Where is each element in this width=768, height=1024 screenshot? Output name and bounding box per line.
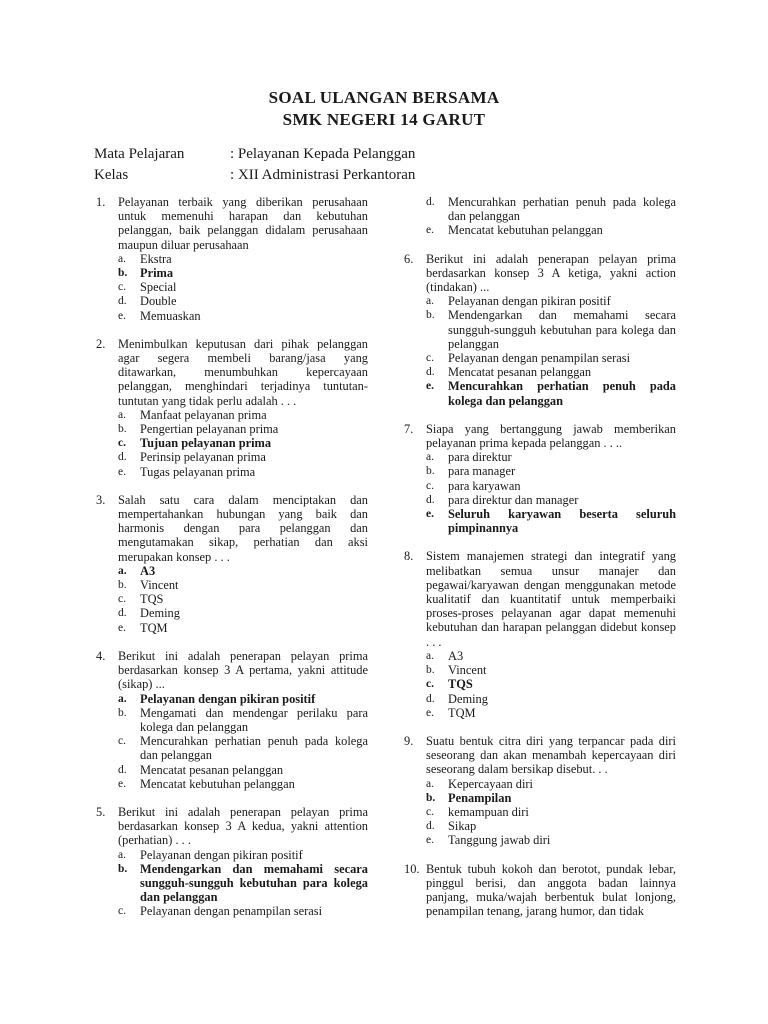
option-text: Vincent <box>140 578 179 593</box>
answer-option[interactable] <box>426 464 676 478</box>
option-text: TQM <box>140 620 168 635</box>
answer-option[interactable] <box>118 408 368 422</box>
left-column <box>96 195 368 933</box>
question-number: 9. <box>404 733 414 748</box>
answer-option[interactable] <box>426 195 676 223</box>
option-letter: d. <box>118 451 127 464</box>
options-list <box>426 450 676 535</box>
answer-option[interactable] <box>118 294 368 308</box>
option-text: A3 <box>140 563 156 578</box>
question-number: 10. <box>404 861 420 876</box>
option-text: Kepercayaan diri <box>448 776 533 791</box>
question-item <box>404 422 676 536</box>
option-text: Mendengarkan dan memahami secara sungguh-sungguh kebutuhan para kolega dan pelanggan <box>140 861 368 905</box>
question-item <box>404 862 676 919</box>
options-list <box>118 848 368 919</box>
options-list <box>118 408 368 479</box>
option-letter: b. <box>426 664 435 677</box>
question-stem <box>96 649 368 692</box>
option-letter: e. <box>118 621 126 634</box>
option-text: Tujuan pelayanan prima <box>140 436 272 451</box>
option-text: para direktur dan manager <box>448 492 579 507</box>
option-letter: e. <box>426 508 434 521</box>
options-list <box>118 252 368 323</box>
option-letter: a. <box>118 692 127 705</box>
option-text: Mendengarkan dan memahami secara sungguh-sungguh kebutuhan para kolega dan pelanggan <box>448 308 676 351</box>
answer-option[interactable] <box>426 692 676 706</box>
option-text: Special <box>140 280 177 295</box>
option-text: Sikap <box>448 819 477 834</box>
option-letter: b. <box>118 579 127 592</box>
question-text: Pelayanan terbaik yang diberikan perusahaan untuk memenuhi harapan dan kebutuhan pelanggan, baik pelanggan didalam perusahaan maupun diluar perusahaan <box>118 195 368 252</box>
option-letter: b. <box>118 423 127 436</box>
option-letter: d. <box>118 295 127 308</box>
option-text: Pelayanan dengan pikiran positif <box>140 691 316 706</box>
option-text: Pelayanan dengan penampilan serasi <box>448 351 631 366</box>
option-text: Penampilan <box>448 790 512 805</box>
question-number: 7. <box>404 421 414 436</box>
answer-option[interactable] <box>118 621 368 635</box>
option-letter: c. <box>118 281 126 294</box>
question-stem <box>96 805 368 848</box>
option-text: Pelayanan dengan pikiran positif <box>140 847 303 862</box>
option-letter: b. <box>426 791 436 804</box>
question-item <box>96 337 368 479</box>
right-column <box>404 195 676 932</box>
answer-option[interactable] <box>118 848 368 862</box>
answer-option[interactable] <box>118 734 368 762</box>
option-letter: e. <box>426 706 434 719</box>
option-text: Tanggung jawab diri <box>448 833 551 848</box>
answer-option[interactable] <box>426 351 676 365</box>
option-letter: c. <box>118 905 126 918</box>
option-letter: c. <box>426 678 434 691</box>
option-text: Mencurahkan perhatian penuh pada kolega dan pelanggan <box>140 734 368 763</box>
answer-option[interactable] <box>118 564 368 578</box>
option-text: Mencatat kebutuhan pelanggan <box>448 223 603 238</box>
question-stem <box>96 493 368 564</box>
option-text: Mencatat pesanan pelanggan <box>448 365 592 380</box>
option-letter: a. <box>426 777 434 790</box>
option-letter: a. <box>118 408 126 421</box>
option-letter: d. <box>118 607 127 620</box>
answer-option[interactable] <box>426 223 676 237</box>
answer-option[interactable] <box>426 833 676 847</box>
option-text: para manager <box>448 464 516 479</box>
option-text: Tugas pelayanan prima <box>140 464 256 479</box>
option-letter: d. <box>426 820 435 833</box>
answer-option[interactable] <box>426 677 676 691</box>
option-letter: c. <box>426 479 434 492</box>
option-letter: a. <box>426 649 434 662</box>
answer-option[interactable] <box>118 309 368 323</box>
option-letter: e. <box>426 224 434 237</box>
question-item <box>404 734 676 848</box>
question-number: 8. <box>404 549 414 564</box>
option-letter: a. <box>118 252 126 265</box>
option-text: Deming <box>140 606 180 621</box>
option-letter: c. <box>426 805 434 818</box>
answer-option[interactable] <box>118 280 368 294</box>
options-list <box>426 649 676 720</box>
option-letter: e. <box>426 834 434 847</box>
option-letter: d. <box>426 366 435 379</box>
answer-option[interactable] <box>118 777 368 791</box>
option-letter: e. <box>118 777 126 790</box>
question-number: 2. <box>96 336 106 351</box>
option-text: Memuaskan <box>140 308 201 323</box>
question-stem <box>404 422 676 450</box>
option-text: Perinsip pelayanan prima <box>140 450 266 465</box>
answer-option[interactable] <box>118 578 368 592</box>
option-letter: a. <box>118 848 126 861</box>
answer-option[interactable] <box>118 706 368 734</box>
question-text: Sistem manajemen strategi dan integratif yang melibatkan semua unsur manajer dan pegawai/karyawan dengan menggunakan metode kualitatif dan kuantitatif untuk memperbaiki proses-proses pelayanan agar dapat memenuhi kebutuhan dan harapan pelanggan didebut konsep . . . <box>426 549 676 649</box>
option-text: Pelayanan dengan pikiran positif <box>448 294 611 309</box>
answer-option[interactable] <box>426 450 676 464</box>
answer-option[interactable] <box>426 308 676 351</box>
option-text: Mengamati dan mendengar perilaku para kolega dan pelanggan <box>140 705 368 734</box>
options-list <box>426 777 676 848</box>
option-text: TQS <box>140 592 164 607</box>
option-text: TQS <box>448 677 473 692</box>
subject-row <box>94 146 415 163</box>
option-text: Mencurahkan perhatian penuh pada kolega dan pelanggan <box>448 379 676 408</box>
question-text: Menimbulkan keputusan dari pihak pelanggan agar segera membeli barang/jasa yang ditawarkan, menumbuhkan kepercayaan pelanggan, menghindari terjadinya tuntutan-tuntutan yang tidak perlu adalah . . . <box>118 336 368 408</box>
answer-option[interactable] <box>118 266 368 280</box>
continued-options <box>426 195 676 238</box>
option-letter: a. <box>426 295 434 308</box>
answer-option[interactable] <box>426 706 676 720</box>
option-letter: a. <box>118 564 127 577</box>
document-title: SOAL ULANGAN BERSAMA <box>268 88 500 107</box>
option-text: Prima <box>140 266 174 281</box>
answer-option[interactable] <box>426 791 676 805</box>
option-text: para direktur <box>448 450 512 465</box>
answer-option[interactable] <box>426 805 676 819</box>
answer-option[interactable] <box>426 649 676 663</box>
answer-option[interactable] <box>118 763 368 777</box>
option-text: Ekstra <box>140 251 172 266</box>
options-list <box>426 294 676 408</box>
question-stem <box>96 195 368 252</box>
option-text: Mencatat kebutuhan pelanggan <box>140 776 295 791</box>
options-list <box>118 692 368 791</box>
answer-option[interactable] <box>426 819 676 833</box>
question-stem <box>404 862 676 919</box>
question-text: Berikut ini adalah penerapan pelayan prima berdasarkan konsep 3 A kedua, yakni attention (perhatian) . . . <box>118 804 368 848</box>
options-list <box>118 564 368 635</box>
answer-option[interactable] <box>426 294 676 308</box>
question-item <box>96 195 368 323</box>
answer-option[interactable] <box>118 904 368 918</box>
answer-option[interactable] <box>118 592 368 606</box>
answer-option[interactable] <box>426 379 676 407</box>
question-text: Bentuk tubuh kokoh dan berotot, pundak lebar, pinggul berisi, dan anggota badan lainnya panjang, muka/wajah berbentuk bulat lonjong, penampilan tenang, jarang humor, dan tidak <box>426 861 676 919</box>
answer-option[interactable] <box>426 663 676 677</box>
answer-option[interactable] <box>118 692 368 706</box>
question-stem <box>96 337 368 408</box>
question-item <box>96 649 368 791</box>
question-text: Suatu bentuk citra diri yang terpancar pada diri seseorang dan akan menambah kepercayaan diri seseorang dalam bersikap disebut. . . <box>426 733 676 777</box>
school-name: SMK NEGERI 14 GARUT <box>282 110 486 129</box>
question-number: 1. <box>96 195 106 209</box>
option-letter: d. <box>426 493 435 506</box>
question-number: 5. <box>96 804 106 819</box>
answer-option[interactable] <box>426 777 676 791</box>
option-letter: c. <box>118 593 126 606</box>
answer-option[interactable] <box>118 465 368 479</box>
answer-option[interactable] <box>426 493 676 507</box>
answer-option[interactable] <box>426 507 676 535</box>
question-text: Berikut ini adalah penerapan pelayan prima berdasarkan konsep 3 A ketiga, yakni action (tindakan) ... <box>426 251 676 295</box>
answer-option[interactable] <box>118 450 368 464</box>
option-letter: e. <box>426 380 434 393</box>
question-number: 4. <box>96 648 106 663</box>
class-row <box>94 167 415 184</box>
option-letter: c. <box>118 437 126 450</box>
question-text: Salah satu cara dalam menciptakan dan mempertahankan hubungan yang baik dan harmonis dengan para pelanggan dan mengutamakan sikap, perhatian dan aksi merupakan konsep . . . <box>118 492 368 564</box>
option-text: Manfaat pelayanan prima <box>140 407 267 422</box>
option-letter: c. <box>426 352 434 365</box>
option-text: A3 <box>448 648 464 663</box>
class-label: Kelas <box>94 167 129 183</box>
answer-option[interactable] <box>426 365 676 379</box>
option-text: Mencurahkan perhatian penuh pada kolega dan pelanggan <box>448 195 676 224</box>
answer-option[interactable] <box>118 422 368 436</box>
subject-label: Mata Pelajaran <box>94 146 185 162</box>
option-letter: b. <box>426 309 435 322</box>
option-text: Pelayanan dengan penampilan serasi <box>140 904 323 919</box>
option-letter: e. <box>118 465 126 478</box>
option-letter: b. <box>118 267 128 280</box>
option-text: Seluruh karyawan beserta seluruh pimpinannya <box>448 507 676 536</box>
question-stem <box>404 252 676 295</box>
option-letter: a. <box>426 451 434 464</box>
option-letter: d. <box>426 196 435 208</box>
question-number: 6. <box>404 251 414 266</box>
answer-option[interactable] <box>118 252 368 266</box>
option-text: Double <box>140 294 177 309</box>
option-letter: b. <box>118 862 128 875</box>
option-letter: d. <box>426 692 435 705</box>
option-letter: b. <box>118 706 127 719</box>
question-item <box>404 252 676 408</box>
option-text: TQM <box>448 705 476 720</box>
option-letter: b. <box>426 465 435 478</box>
option-text: para karyawan <box>448 478 521 493</box>
question-item <box>96 493 368 635</box>
question-stem <box>404 549 676 648</box>
question-item <box>404 549 676 719</box>
answer-option[interactable] <box>118 436 368 450</box>
question-text: Siapa yang bertanggung jawab memberikan pelayanan prima kepada pelanggan . . .. <box>426 421 676 451</box>
question-item <box>96 805 368 919</box>
option-letter: c. <box>118 735 126 748</box>
question-stem <box>404 734 676 777</box>
subject-value: : Pelayanan Kepada Pelanggan <box>230 146 416 162</box>
option-text: Vincent <box>448 663 487 678</box>
question-number: 3. <box>96 492 106 507</box>
option-text: Pengertian pelayanan prima <box>140 422 279 437</box>
answer-option[interactable] <box>118 606 368 620</box>
answer-option[interactable] <box>426 479 676 493</box>
option-letter: e. <box>118 309 126 322</box>
answer-option[interactable] <box>118 862 368 905</box>
option-text: Mencatat pesanan pelanggan <box>140 762 284 777</box>
class-value: : XII Administrasi Perkantoran <box>230 167 416 183</box>
question-text: Berikut ini adalah penerapan pelayan prima berdasarkan konsep 3 A pertama, yakni attitude (sikap) ... <box>118 648 368 692</box>
option-text: kemampuan diri <box>448 804 529 819</box>
option-letter: d. <box>118 763 127 776</box>
option-text: Deming <box>448 691 488 706</box>
